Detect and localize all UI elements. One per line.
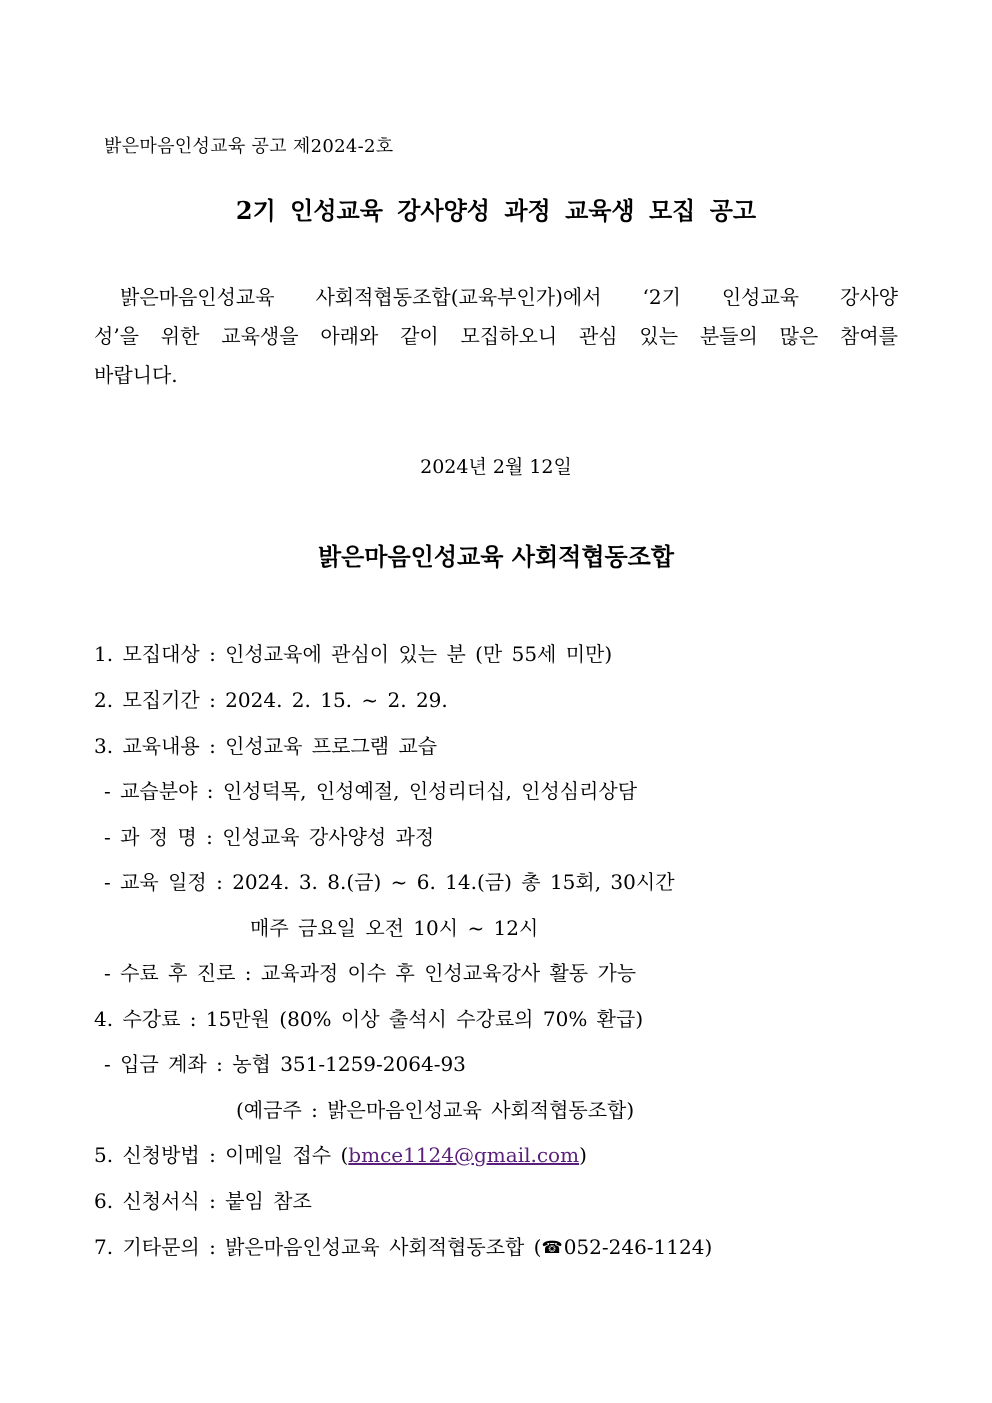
item-content: 3. 교육내용 : 인성교육 프로그램 교습 bbox=[94, 734, 438, 758]
item-account: - 입금 계좌 : 농협 351-1259-2064-93 bbox=[104, 1052, 466, 1076]
item-schedule: - 교육 일정 : 2024. 3. 8.(금) ~ 6. 14.(금) 총 15회, 30시간 bbox=[104, 870, 675, 894]
intro-line-3: 바랍니다. bbox=[94, 363, 178, 387]
item-fields: - 교습분야 : 인성덕목, 인성예절, 인성리더십, 인성심리상담 bbox=[104, 779, 638, 803]
item-method-close: ) bbox=[579, 1143, 587, 1167]
item-contact-close: ) bbox=[704, 1235, 713, 1259]
organization-name: 밝은마음인성교육 사회적협동조합 bbox=[317, 542, 675, 571]
email-link[interactable]: bmce1124@gmail.com bbox=[348, 1143, 580, 1167]
item-method bbox=[94, 1139, 587, 1168]
intro-paragraph bbox=[94, 278, 898, 395]
contact-phone: 052-246-1124 bbox=[563, 1235, 705, 1259]
item-method-text: 5. 신청방법 : 이메일 접수 ( bbox=[94, 1143, 349, 1167]
intro-line-2: 성’을 위한 교육생을 아래와 같이 모집하오니 관심 있는 분들의 많은 참여를 bbox=[94, 324, 898, 348]
item-course-name: - 과 정 명 : 인성교육 강사양성 과정 bbox=[104, 825, 435, 849]
item-contact bbox=[94, 1231, 712, 1260]
item-fee: 4. 수강료 : 15만원 (80% 이상 출석시 수강료의 70% 환급) bbox=[94, 1007, 644, 1031]
notice-date: 2024년 2월 12일 bbox=[420, 456, 572, 478]
item-account-holder: (예금주 : 밝은마음인성교육 사회적협동조합) bbox=[236, 1098, 635, 1122]
item-career: - 수료 후 진로 : 교육과정 이수 후 인성교육강사 활동 가능 bbox=[104, 961, 637, 985]
item-contact-text: 7. 기타문의 : 밝은마음인성교육 사회적협동조합 ( bbox=[94, 1235, 542, 1259]
notice-number: 밝은마음인성교육 공고 제2024-2호 bbox=[104, 136, 394, 157]
item-schedule-detail: 매주 금요일 오전 10시 ~ 12시 bbox=[250, 916, 539, 940]
item-period: 2. 모집기간 : 2024. 2. 15. ~ 2. 29. bbox=[94, 688, 448, 712]
item-target: 1. 모집대상 : 인성교육에 관심이 있는 분 (만 55세 미만) bbox=[94, 642, 613, 666]
item-form: 6. 신청서식 : 붙임 참조 bbox=[94, 1189, 312, 1213]
phone-icon: ☎ bbox=[541, 1238, 563, 1258]
document-title: 2기 인성교육 강사양성 과정 교육생 모집 공고 bbox=[235, 196, 757, 225]
intro-line-1: 밝은마음인성교육 사회적협동조합(교육부인가)에서 ‘2기 인성교육 강사양 bbox=[120, 285, 898, 309]
